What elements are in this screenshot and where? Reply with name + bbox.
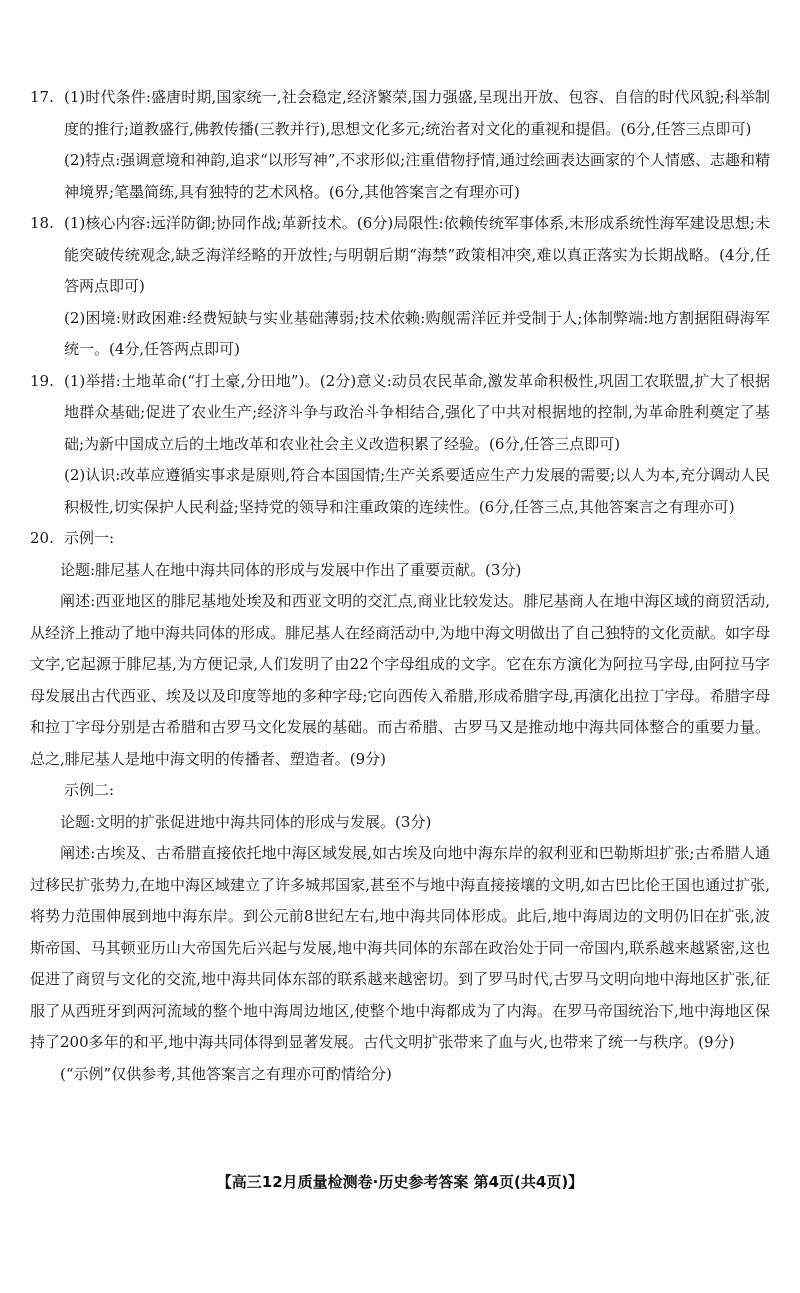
example-2-thesis: 论题:文明的扩张促进地中海共同体的形成与发展。(3分) — [60, 812, 432, 831]
example-1-thesis: 论题:腓尼基人在地中海共同体的形成与发展中作出了重要贡献。(3分) — [60, 560, 522, 579]
question-body — [30, 366, 770, 524]
example-2-label: 示例二: — [64, 781, 115, 799]
question-19 — [30, 366, 770, 524]
example-1-body: 阐述:西亚地区的腓尼基地处埃及和西亚文明的交汇点,商业比较发达。腓尼基商人在地中海区域的商贸活动,从经济上推动了地中海共同体的形成。腓尼基人在经商活动中,为地中海文明做出了自己独特的文化贡献。如字母文字,它起源于腓尼基,为方便记录,人们发明了由22个字母组成的文字。它在东方演化为阿拉马字母,由阿拉马字母发展出古代西亚、埃及以及印度等地的多种字母;它向西传入希腊,形成希腊字母,再演化出拉丁字母。希腊字母和拉丁字母分别是古希腊和古罗马文化发展的基础。而古希腊、古罗马又是推动地中海共同体整合的重要力量。总之,腓尼基人是地中海文明的传播者、塑造者。(9分) — [30, 592, 770, 768]
question-number: 17. — [30, 88, 54, 106]
answer-part-1: (1)核心内容:远洋防御;协同作战;革新技术。(6分)局限性:依赖传统军事体系,未形成系统性海军建设思想;未能突破传统观念,缺乏海洋经略的开放性;与明朝后期“海禁”政策相冲突,难以真正落实为长期战略。(4分,任答两点即可) — [64, 214, 770, 295]
question-number: 20. — [30, 529, 54, 547]
question-17 — [30, 82, 770, 208]
answer-part-2: (2)认识:改革应遵循实事求是原则,符合本国国情;生产关系要适应生产力发展的需要;以人为本,充分调动人民积极性,切实保护人民利益;坚持党的领导和注重政策的连续性。(6分,任答三点,其他答案言之有理亦可) — [64, 466, 770, 516]
answer-part-1: (1)举措:土地革命(“打土豪,分田地”)。(2分)意义:动员农民革命,激发革命积极性,巩固工农联盟,扩大了根据地群众基础;促进了农业生产;经济斗争与政治斗争相结合,强化了中共对根据地的控制,为革命胜利奠定了基础;为新中国成立后的土地改革和农业社会主义改造积累了经验。(6分,任答三点即可) — [64, 371, 770, 453]
example-2-body: 阐述:古埃及、古希腊直接依托地中海区域发展,如古埃及向地中海东岸的叙利亚和巴勒斯坦扩张;古希腊人通过移民扩张势力,在地中海区域建立了许多城邦国家,甚至不与地中海直接接壤的文明,如古巴比伦王国也通过扩张,将势力范围伸展到地中海东岸。到公元前8世纪左右,地中海共同体形成。此后,地中海周边的文明仍旧在扩张,波斯帝国、马其顿亚历山大帝国先后兴起与发展,地中海共同体的东部在政治处于同一帝国内,联系越来越紧密,这也促进了商贸与文化的交流,地中海共同体东部的联系越来越密切。到了罗马时代,古罗马文明向地中海地区扩张,征服了从西班牙到两河流域的整个地中海周边地区,使整个地中海都成为了内海。在罗马帝国统治下,地中海地区保持了200多年的和平,地中海共同体得到显著发展。古代文明扩张带来了血与火,也带来了统一与秩序。(9分) — [30, 844, 770, 1051]
grading-note: (“示例”仅供参考,其他答案言之有理亦可酌情给分) — [60, 1064, 392, 1083]
question-body — [30, 523, 770, 555]
question-body — [30, 208, 770, 366]
question-body — [30, 82, 770, 208]
question-number: 18. — [30, 214, 54, 232]
answer-part-2: (2)困境:财政困难:经费短缺与实业基础薄弱;技术依赖:购舰需洋匠并受制于人;体制弊端:地方割据阻碍海军统一。(4分,任答两点即可) — [64, 308, 770, 358]
example-1-label: 示例一: — [64, 529, 115, 547]
question-18 — [30, 208, 770, 366]
answer-part-1: (1)时代条件:盛唐时期,国家统一,社会稳定,经济繁荣,国力强盛,呈现出开放、包容、自信的时代风貌;科举制度的推行;道教盛行,佛教传播(三教并行),思想文化多元;统治者对文化的重视和提倡。(6分,任答三点即可) — [64, 88, 770, 138]
page-footer: 【高三12月质量检测卷·历史参考答案 第4页(共4页)】 — [216, 1173, 584, 1191]
question-number: 19. — [30, 371, 54, 390]
question-20 — [30, 523, 770, 1090]
answer-part-2: (2)特点:强调意境和神韵,追求“以形写神”,不求形似;注重借物抒情,通过绘画表达画家的个人情感、志趣和精神境界;笔墨简练,具有独特的艺术风格。(6分,其他答案言之有理亦可) — [64, 151, 771, 201]
